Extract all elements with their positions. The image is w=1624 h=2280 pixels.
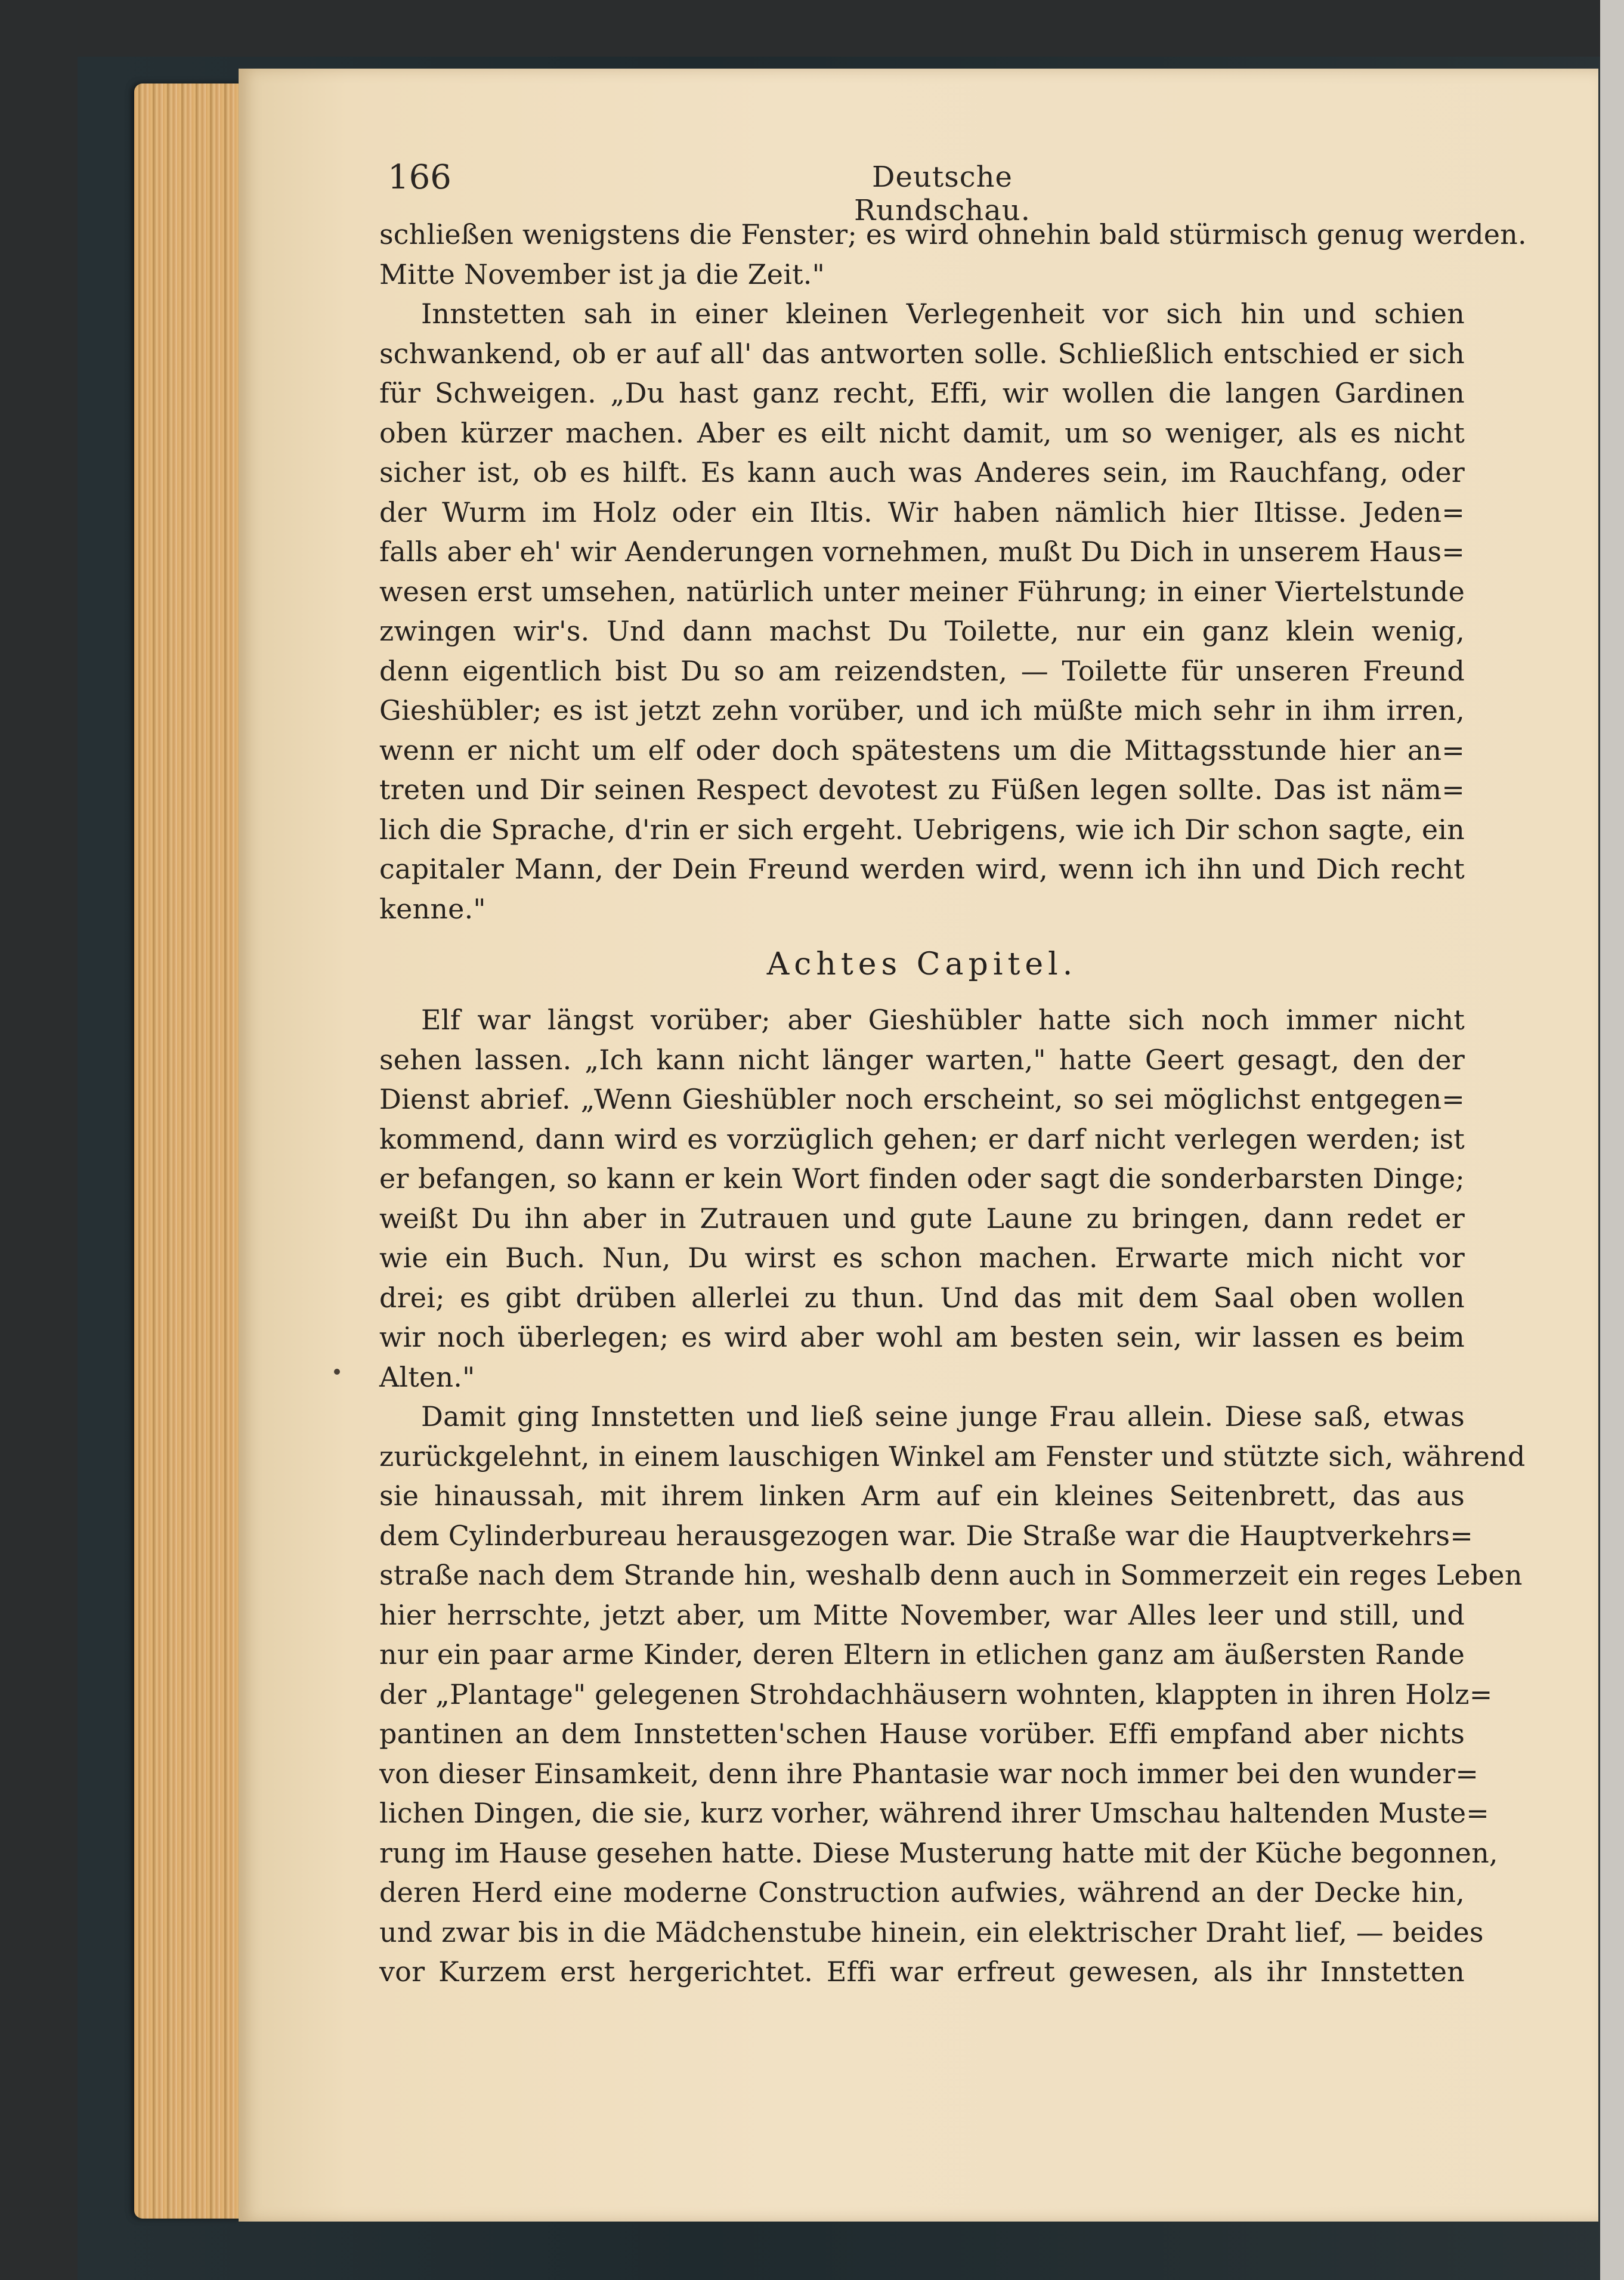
text-line: deren Herd eine moderne Construction aufwies, während an der Decke hin, bbox=[379, 1876, 1465, 1908]
text-line: von dieser Einsamkeit, denn ihre Phantasie war noch immer bei den wunder= bbox=[379, 1757, 1479, 1790]
text-line: der „Plantage" gelegenen Strohdachhäusern wohnten, klappten in ihren Holz= bbox=[379, 1678, 1493, 1710]
text-line: der Wurm im Holz oder ein Iltis. Wir haben nämlich hier Iltisse. Jeden= bbox=[379, 496, 1465, 528]
text-line: oben kürzer machen. Aber es eilt nicht damit, um so weniger, als es nicht bbox=[379, 416, 1465, 449]
text-line: sicher ist, ob es hilft. Es kann auch was Anderes sein, im Rauchfang, oder bbox=[379, 456, 1465, 488]
page-edges bbox=[134, 83, 248, 2219]
text-line: sehen lassen. „Ich kann nicht länger warten," hatte Geert gesagt, den der bbox=[379, 1043, 1465, 1076]
text-line: lich die Sprache, d'rin er sich ergeht. Uebrigens, wie ich Dir schon sagte, ein bbox=[379, 813, 1465, 846]
text-section-after-heading bbox=[379, 1000, 1526, 1992]
body-text bbox=[379, 215, 1527, 1992]
chapter-heading: Achtes Capitel. bbox=[766, 946, 1078, 982]
running-title: Deutsche Rundschau. bbox=[854, 160, 1031, 227]
text-line: wir noch überlegen; es wird aber wohl am besten sein, wir lassen es beim bbox=[379, 1321, 1465, 1353]
text-line: kenne." bbox=[379, 892, 486, 925]
text-line: rung im Hause gesehen hatte. Diese Musterung hatte mit der Küche begonnen, bbox=[379, 1836, 1498, 1869]
text-line: denn eigentlich bist Du so am reizendsten, — Toilette für unseren Freund bbox=[379, 654, 1465, 687]
text-line: und zwar bis in die Mädchenstube hinein, ein elektrischer Draht lief, — beides bbox=[379, 1916, 1484, 1948]
text-line: straße nach dem Strande hin, weshalb denn auch in Sommerzeit ein reges Leben bbox=[379, 1559, 1523, 1591]
text-line: Damit ging Innstetten und ließ seine junge Frau allein. Diese saß, etwas bbox=[421, 1400, 1465, 1433]
text-line: Dienst abrief. „Wenn Gieshübler noch erscheint, so sei möglichst entgegen= bbox=[379, 1083, 1465, 1115]
text-line: sie hinaussah, mit ihrem linken Arm auf ein kleines Seitenbrett, das aus bbox=[379, 1480, 1465, 1512]
text-line: vor Kurzem erst hergerichtet. Effi war erfreut gewesen, als ihr Innstetten bbox=[379, 1956, 1465, 1988]
text-section-before-heading bbox=[379, 215, 1527, 929]
text-line: er befangen, so kann er kein Wort finden oder sagt die sonderbarsten Dinge; bbox=[379, 1162, 1465, 1195]
text-line: Gieshübler; es ist jetzt zehn vorüber, und ich müßte mich sehr in ihm irren, bbox=[379, 694, 1465, 726]
text-line: falls aber eh' wir Aenderungen vornehmen, mußt Du Dich in unserem Haus= bbox=[379, 536, 1465, 568]
text-line: Mitte November ist ja die Zeit." bbox=[379, 258, 825, 290]
text-line: kommend, dann wird es vorzüglich gehen; er darf nicht verlegen werden; ist bbox=[379, 1122, 1465, 1155]
text-line: schwankend, ob er auf all' das antworten solle. Schließlich entschied er sich bbox=[379, 337, 1465, 370]
text-line: Innstetten sah in einer kleinen Verlegenheit vor sich hin und schien bbox=[421, 298, 1465, 330]
text-line: zwingen wir's. Und dann machst Du Toilette, nur ein ganz klein wenig, bbox=[379, 615, 1465, 647]
page-number: 166 bbox=[388, 158, 451, 197]
text-line: zurückgelehnt, in einem lauschigen Winkel am Fenster und stützte sich, während bbox=[379, 1440, 1526, 1472]
text-line: capitaler Mann, der Dein Freund werden wird, wenn ich ihn und Dich recht bbox=[379, 853, 1465, 885]
text-line: nur ein paar arme Kinder, deren Eltern in etlichen ganz am äußersten Rande bbox=[379, 1638, 1465, 1670]
text-line: Alten." bbox=[379, 1360, 475, 1393]
text-line: drei; es gibt drüben allerlei zu thun. Und das mit dem Saal oben wollen bbox=[379, 1281, 1465, 1314]
text-line: für Schweigen. „Du hast ganz recht, Effi, wir wollen die langen Gardinen bbox=[379, 377, 1465, 409]
text-line: treten und Dir seinen Respect devotest zu Füßen legen sollte. Das ist näm= bbox=[379, 774, 1465, 806]
background-strip bbox=[1600, 0, 1624, 2280]
text-line: weißt Du ihn aber in Zutrauen und gute Laune zu bringen, dann redet er bbox=[379, 1202, 1465, 1235]
text-line: hier herrschte, jetzt aber, um Mitte November, war Alles leer und still, und bbox=[379, 1598, 1465, 1631]
text-line: schließen wenigstens die Fenster; es wird ohnehin bald stürmisch genug werden. bbox=[379, 218, 1527, 250]
page-header bbox=[388, 158, 1455, 227]
text-line: Elf war längst vorüber; aber Gieshübler hatte sich noch immer nicht bbox=[421, 1004, 1465, 1036]
text-line: lichen Dingen, die sie, kurz vorher, während ihrer Umschau haltenden Muste= bbox=[379, 1797, 1490, 1829]
text-line: pantinen an dem Innstetten'schen Hause vorüber. Effi empfand aber nichts bbox=[379, 1718, 1465, 1750]
text-line: wie ein Buch. Nun, Du wirst es schon machen. Erwarte mich nicht vor bbox=[379, 1242, 1465, 1274]
text-line: dem Cylinderbureau herausgezogen war. Die Straße war die Hauptverkehrs= bbox=[379, 1519, 1473, 1552]
text-line: wenn er nicht um elf oder doch spätestens um die Mittagsstunde hier an= bbox=[379, 734, 1465, 766]
text-line: wesen erst umsehen, natürlich unter meiner Führung; in einer Viertelstunde bbox=[379, 575, 1465, 608]
ink-speck bbox=[334, 1369, 340, 1375]
